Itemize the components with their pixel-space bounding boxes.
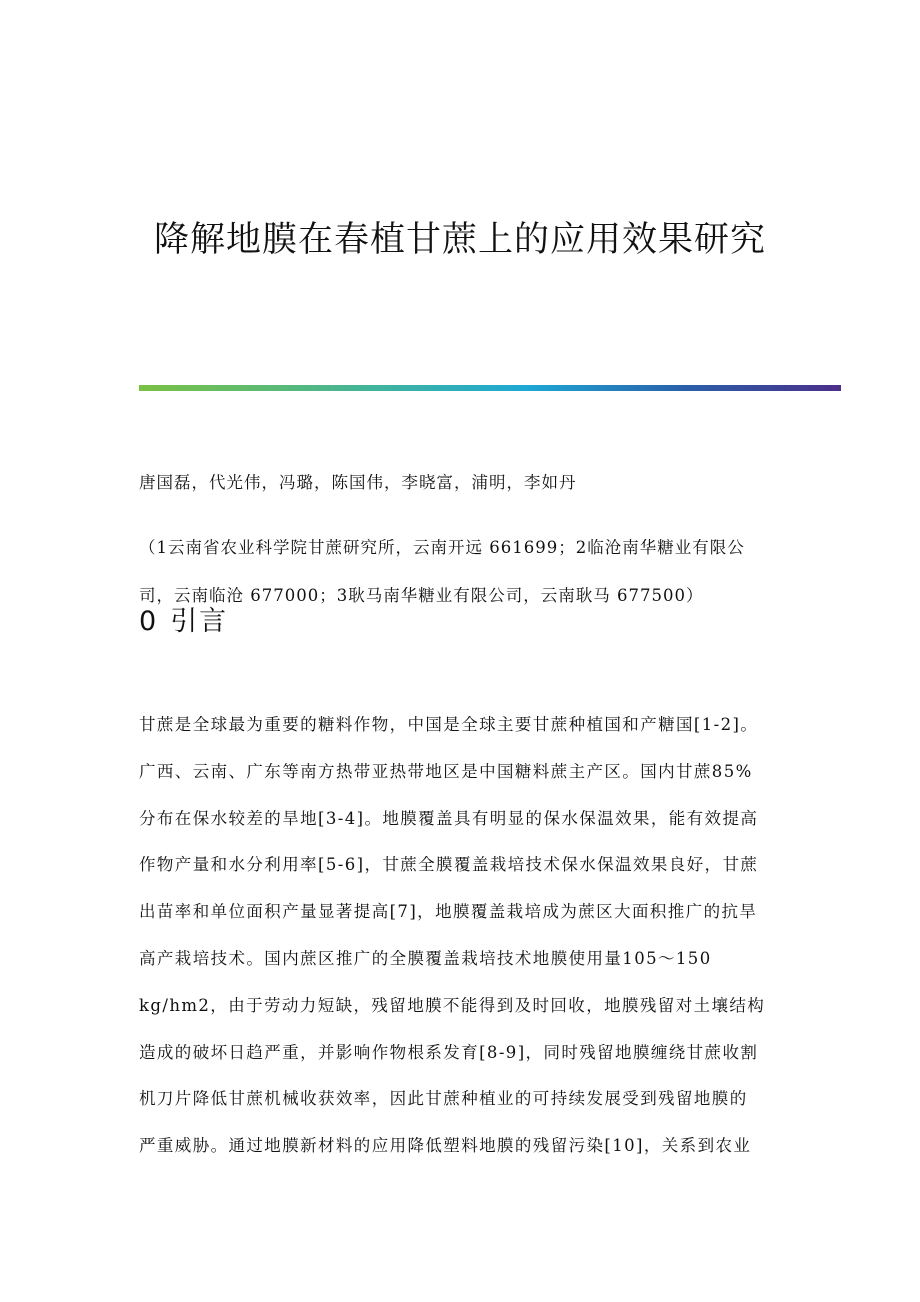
section-heading <box>139 600 539 644</box>
body-line: 严重威胁。通过地膜新材料的应用降低塑料地膜的残留污染[10]，关系到农业 <box>139 1136 752 1156</box>
body-line: 出苗率和单位面积产量显著提高[7]，地膜覆盖栽培成为蔗区大面积推广的抗旱 <box>139 902 758 922</box>
body-line: 机刀片降低甘蔗机械收获效率，因此甘蔗种植业的可持续发展受到残留地膜的 <box>139 1089 748 1109</box>
body-line: 甘蔗是全球最为重要的糖料作物，中国是全球主要甘蔗种植国和产糖国[1-2]。 <box>139 715 759 734</box>
affiliation-line: 司，云南临沧 677000；3耿马南华糖业有限公司，云南耿马 677500） <box>139 586 704 605</box>
paper-title: 降解地膜在春植甘蔗上的应用效果研究 <box>153 220 766 260</box>
body-line: 作物产量和水分利用率[5-6]，甘蔗全膜覆盖栽培技术保水保温效果良好，甘蔗 <box>139 855 759 875</box>
body-line: 分布在保水较差的旱地[3-4]。地膜覆盖具有明显的保水保温效果，能有效提高 <box>139 808 759 828</box>
section-number: 0 <box>139 606 159 637</box>
title-divider <box>139 385 841 391</box>
body-line: 高产栽培技术。国内蔗区推广的全膜覆盖栽培技术地膜使用量105～150 <box>139 948 712 968</box>
affiliation-line: （1云南省农业科学院甘蔗研究所，云南开远 661699；2临沧南华糖业有限公 <box>139 538 745 557</box>
body-line: kg/hm2，由于劳动力短缺，残留地膜不能得到及时回收，地膜残留对土壤结构 <box>139 995 766 1015</box>
body-line: 广西、云南、广东等南方热带亚热带地区是中国糖料蔗主产区。国内甘蔗85% <box>139 761 753 781</box>
section-title: 引言 <box>170 606 229 637</box>
author-list: 唐国磊，代光伟，冯璐，陈国伟，李晓富，浦明，李如丹 <box>139 473 577 492</box>
body-line: 造成的破坏日趋严重，并影响作物根系发育[8-9]，同时残留地膜缠绕甘蔗收割 <box>139 1042 759 1062</box>
body-paragraph <box>139 702 789 1170</box>
